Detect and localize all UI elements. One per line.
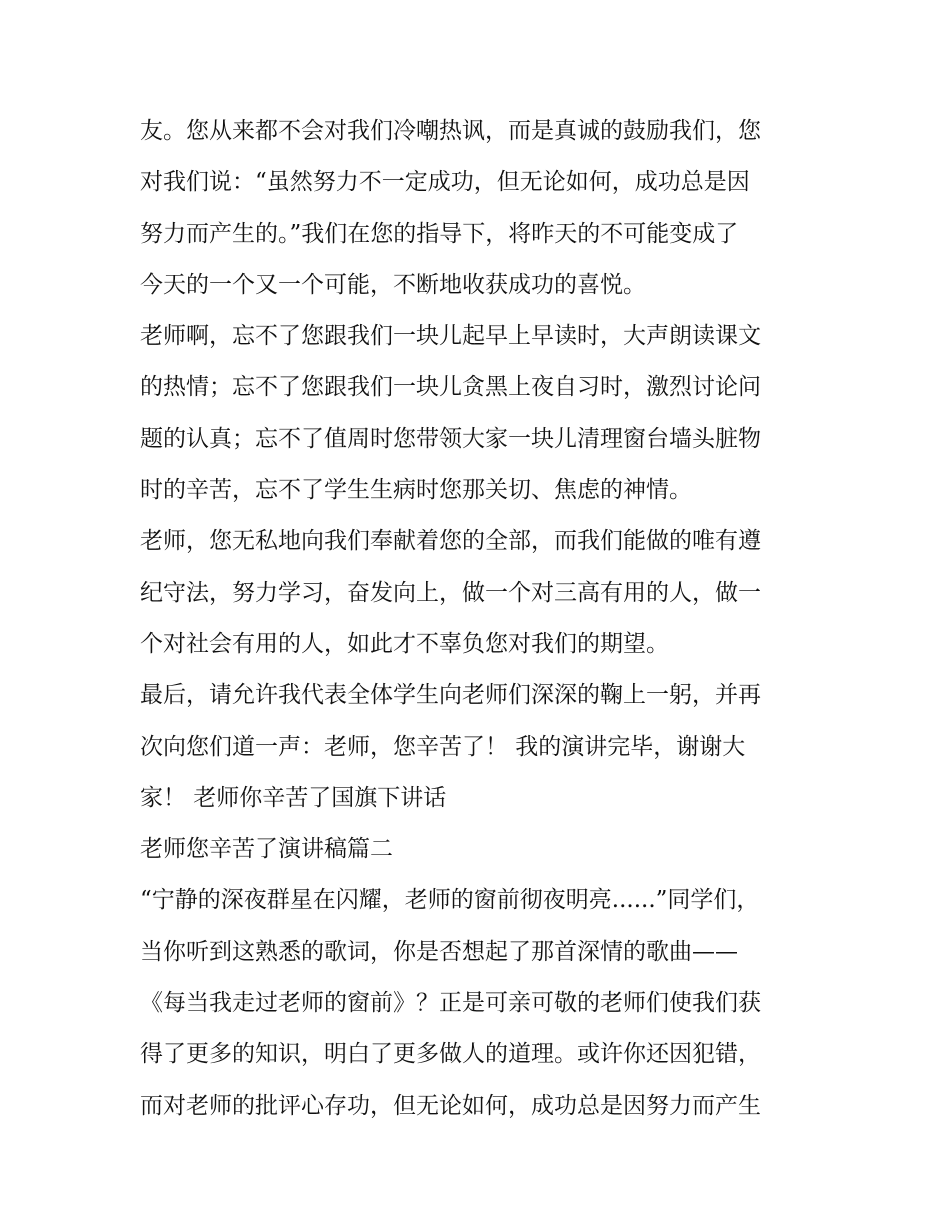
text-line-2: 对我们说：“虽然努力不一定成功，但无论如何，成功总是因 <box>140 169 750 196</box>
text-line-13: 次向您们道一声：老师，您辛苦了！ 我的演讲完毕，谢谢大 <box>140 733 746 760</box>
text-line-16: “宁静的深夜群星在闪耀，老师的窗前彻夜明亮......”同学们， <box>140 887 760 914</box>
text-line-4: 今天的一个又一个可能，不断地收获成功的喜悦。 <box>140 271 646 298</box>
text-line-14: 家！ 老师你辛苦了国旗下讲话 <box>140 784 447 811</box>
text-line-6: 的热情；忘不了您跟我们一块儿贪黑上夜自习时，激烈讨论问 <box>140 374 761 401</box>
text-line-12: 最后，请允许我代表全体学生向老师们深深的鞠上一躬，并再 <box>140 682 761 709</box>
text-line-1: 友。您从来都不会对我们冷嘲热讽，而是真诚的鼓励我们，您 <box>140 118 761 144</box>
text-line-7: 题的认真；忘不了值周时您带领大家一块儿清理窗台墙头脏物 <box>140 425 761 452</box>
text-line-20: 而对老师的批评心存功，但无论如何，成功总是因努力而产生 <box>140 1092 761 1119</box>
document-body <box>140 106 820 1132</box>
text-line-5: 老师啊，忘不了您跟我们一块儿起早上早读时，大声朗读课文 <box>140 323 761 350</box>
text-line-18: 《每当我走过老师的窗前》？正是可亲可敬的老师们使我们获 <box>140 990 761 1017</box>
text-line-9: 老师，您无私地向我们奉献着您的全部，而我们能做的唯有遵 <box>140 528 761 555</box>
text-line-17: 当你听到这熟悉的歌词，你是否想起了那首深情的歌曲—— <box>140 938 738 965</box>
section-heading: 老师您辛苦了演讲稿篇二 <box>140 836 393 863</box>
text-line-3: 努力而产生的。”我们在您的指导下，将昨天的不可能变成了 <box>140 220 739 247</box>
text-line-8: 时的辛苦，忘不了学生生病时您那关切、焦虑的神情。 <box>140 477 692 504</box>
text-line-19: 得了更多的知识，明白了更多做人的道理。或许你还因犯错， <box>140 1041 761 1068</box>
text-line-10: 纪守法，努力学习，奋发向上，做一个对三高有用的人，做一 <box>140 579 761 606</box>
text-line-11: 个对社会有用的人，如此才不辜负您对我们的期望。 <box>140 630 669 657</box>
